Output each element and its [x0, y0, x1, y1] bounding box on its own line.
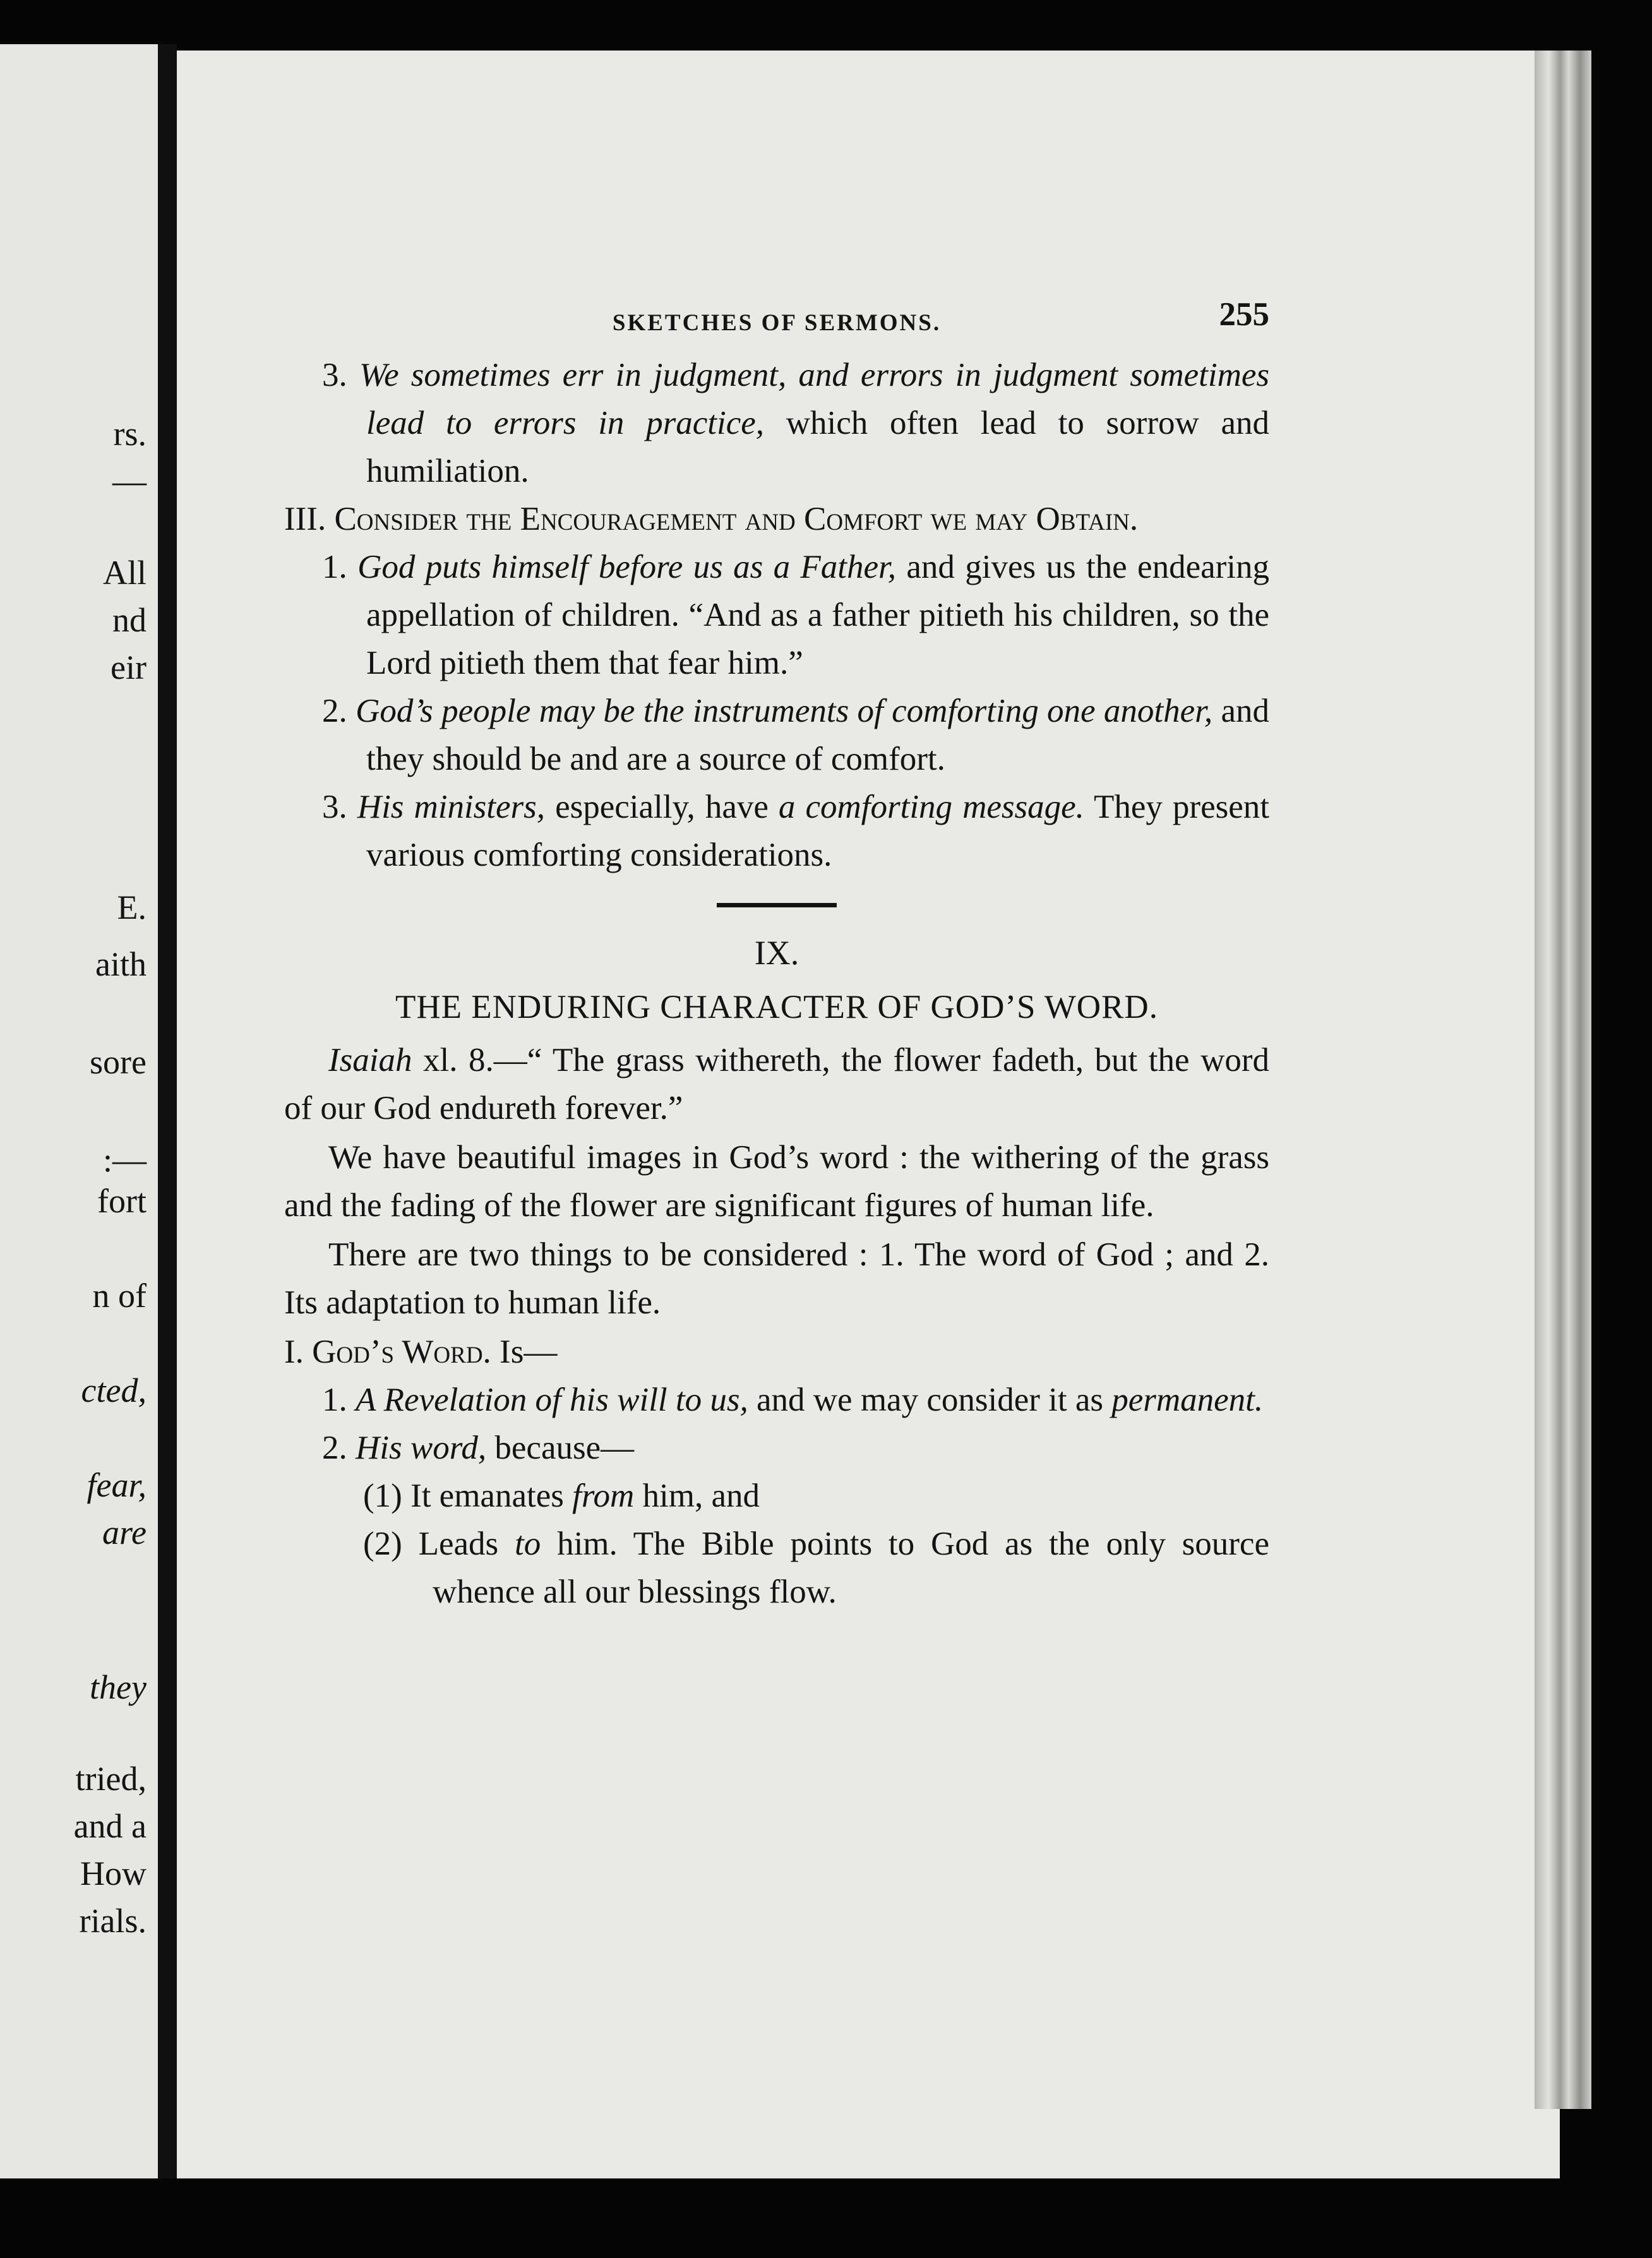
- prev-page-fragment: they: [90, 1668, 147, 1706]
- section-heading-text: Consider the Encouragement and Comfort we may Obtain.: [334, 501, 1139, 537]
- prev-page-fragment: All: [102, 554, 147, 592]
- page-stack-edge: [1535, 51, 1591, 2109]
- point-text: and they should be and are a source of comfort.: [366, 693, 1270, 777]
- sub-point-number: (1): [363, 1478, 402, 1514]
- body-paragraph: There are two things to be considered : 1. The word of God ; and 2. Its adaptation to human life.: [284, 1236, 1269, 1321]
- prev-page-fragment: fear,: [87, 1466, 147, 1504]
- prev-page-fragment: aith: [95, 945, 147, 983]
- book-gutter: [158, 44, 177, 2178]
- point-emphasis: God puts himself before us as a Father,: [357, 549, 897, 585]
- prev-page-fragment: eir: [111, 648, 147, 686]
- point-emphasis: a comforting message.: [778, 789, 1084, 825]
- prev-page-fragment: How: [80, 1855, 147, 1892]
- point-text: because—: [486, 1430, 635, 1466]
- scripture-quote: xl. 8.—“ The grass withereth, the flower fadeth, but the word of our God endureth forever.”: [284, 1042, 1269, 1126]
- prev-page-fragment: —: [112, 462, 147, 500]
- sub-point-text: him, and: [634, 1478, 760, 1514]
- point-number: 2.: [322, 1430, 347, 1466]
- sub-point-text: him. The Bible points to God as the only source whence all our blessings flow.: [433, 1526, 1269, 1610]
- point-number: 3.: [322, 357, 347, 393]
- division-heading-rest: Is—: [491, 1334, 558, 1370]
- prev-page-fragment: rials.: [79, 1902, 147, 1940]
- previous-page-edge: [0, 44, 158, 2178]
- numbered-point: [284, 543, 1269, 687]
- numbered-point: [284, 1376, 1269, 1424]
- prev-page-fragment: cted,: [81, 1371, 147, 1409]
- point-emphasis: His ministers,: [357, 789, 546, 825]
- book-page: [177, 51, 1560, 2178]
- numbered-point: [284, 783, 1269, 879]
- section-heading: [284, 495, 1269, 543]
- sub-point-text: It emanates: [402, 1478, 573, 1514]
- prev-page-fragment: rs.: [113, 415, 147, 453]
- point-text: and we may consider it as: [748, 1382, 1112, 1418]
- scripture-text: [284, 1036, 1269, 1132]
- point-number: 3.: [322, 789, 347, 825]
- point-emphasis: permanent.: [1111, 1382, 1264, 1418]
- point-number: 2.: [322, 693, 347, 729]
- prev-page-fragment: E.: [117, 888, 147, 926]
- sermon-number: IX.: [754, 934, 799, 972]
- body-paragraph: We have beautiful images in God’s word : the withering of the grass and the fading of the flower are significant figures of human life.: [284, 1139, 1269, 1224]
- section-divider: [717, 903, 837, 907]
- prev-page-fragment: :—: [102, 1141, 147, 1179]
- sub-point: [284, 1520, 1269, 1616]
- sub-point-text: Leads: [402, 1526, 515, 1562]
- sub-point-emphasis: to: [515, 1526, 541, 1562]
- division-heading: [284, 1328, 1269, 1376]
- point-emphasis: God’s people may be the instruments of comforting one another,: [356, 693, 1213, 729]
- prev-page-fragment: tried,: [75, 1760, 147, 1798]
- sub-point-emphasis: from: [572, 1478, 635, 1514]
- point-number: 1.: [322, 549, 347, 585]
- prev-page-fragment: n of: [92, 1277, 147, 1315]
- prev-page-fragment: are: [102, 1514, 147, 1551]
- numbered-point: [284, 687, 1269, 783]
- sub-point: [284, 1472, 1269, 1520]
- point-number: 1.: [322, 1382, 347, 1418]
- point-text: which often lead to sorrow and humiliation.: [366, 405, 1269, 489]
- point-emphasis: His word,: [356, 1430, 487, 1466]
- scripture-reference: Isaiah: [328, 1042, 412, 1078]
- prev-page-fragment: sore: [90, 1043, 147, 1081]
- point-emphasis: We sometimes err in judgment, and errors in judgment sometimes lead to errors in practice,: [359, 357, 1269, 441]
- running-head-title: SKETCHES OF SERMONS.: [612, 310, 942, 336]
- prev-page-fragment: nd: [112, 601, 147, 639]
- point-text: They present various comforting considerations.: [366, 789, 1269, 873]
- section-numeral: III.: [284, 501, 326, 537]
- sub-point-number: (2): [363, 1526, 402, 1562]
- division-numeral: I.: [284, 1334, 304, 1370]
- prev-page-fragment: fort: [97, 1182, 147, 1220]
- sermon-title: THE ENDURING CHARACTER OF GOD’S WORD.: [395, 989, 1158, 1025]
- numbered-point: [284, 1424, 1269, 1472]
- point-emphasis: A Revelation of his will to us,: [356, 1382, 748, 1418]
- page-number: 255: [1219, 296, 1269, 333]
- division-heading-text: God’s Word.: [312, 1334, 491, 1370]
- point-text: and gives us the endearing appellation of children. “And as a father pitieth his children, so the Lord pitieth them that fear him.”: [366, 549, 1269, 681]
- point-text: especially, have: [545, 789, 779, 825]
- numbered-point: [284, 351, 1269, 495]
- page-text: [284, 290, 1269, 1616]
- prev-page-fragment: and a: [73, 1807, 147, 1845]
- running-head: [284, 290, 1269, 338]
